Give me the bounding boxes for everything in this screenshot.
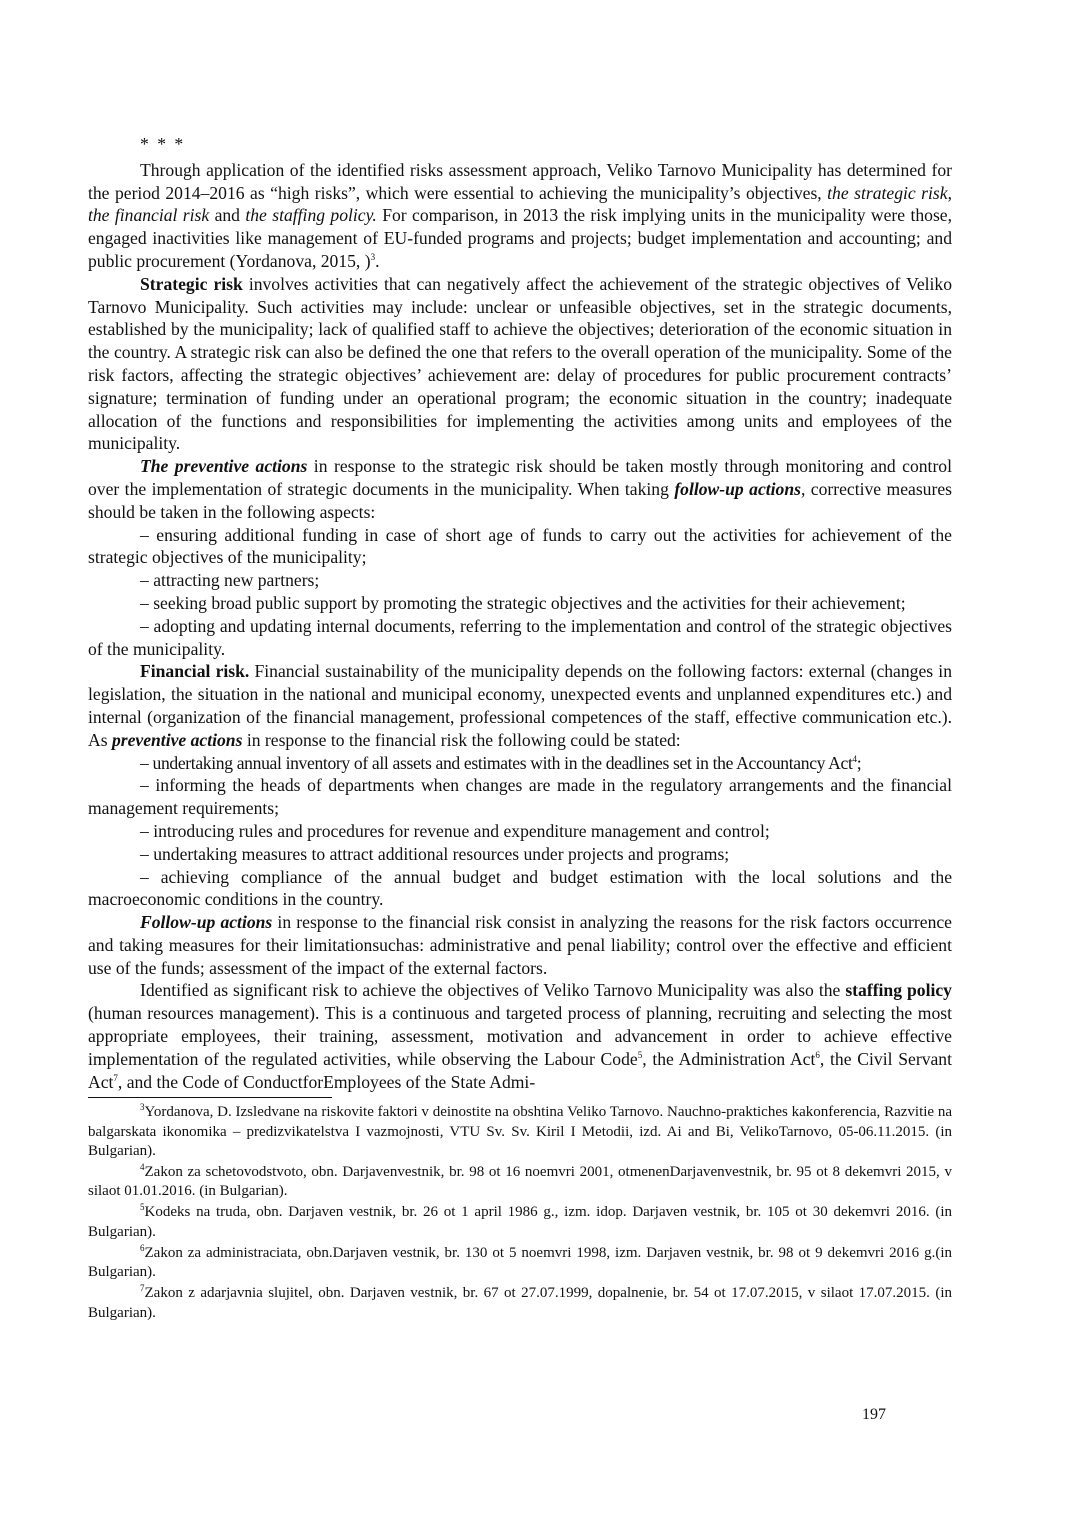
list-item: – seeking broad public support by promoting the strategic objectives and the activities for their achievement;: [140, 592, 906, 613]
paragraph-financial-risk: Financial risk. Financial sustainability of the municipality depends on the following factors: external (changes in legislation, the situation in the national and municipal economy, unexpected events and unplanned expenditures etc.) and internal (organization of the financial management, professional competences of the staff, effective communication etc.). As preventive actions in response to the financial risk the following could be stated:: [88, 661, 952, 750]
list-item: – informing the heads of departments when changes are made in the regulatory arrangements and the financial management requirements;: [88, 775, 952, 819]
list-item: – attracting new partners;: [140, 570, 320, 591]
paragraph-staffing-policy: Identified as significant risk to achieve the objectives of Veliko Tarnovo Municipality was also the staffing policy (human resources management). This is a continuous and targeted process of planning, recruiting and selecting the most appropriate employees, their training, assessment, motivation and advancement in order to achieve effective implementation of the regulated activities, while observing the Labour Code$^5$, the Administration Act$^6$, the Civil Servant Act$^7$, and the Code of ConductforEmployees of the State Admi-: [88, 980, 952, 1092]
list-item: – ensuring additional funding in case of short age of funds to carry out the activities for achievement of the strategic objectives of the municipality;: [88, 524, 952, 568]
paragraph-preventive-actions: The preventive actions in response to the strategic risk should be taken mostly through monitoring and control over the implementation of strategic documents in the municipality. When taking follow-up actions, corrective measures should be taken in the following aspects:: [88, 456, 952, 522]
list-item: – achieving compliance of the annual budget and budget estimation with the local solutions and the macroeconomic conditions in the country.: [88, 866, 952, 910]
footnote: $^5$Kodeks na truda, obn. Darjaven vestnik, br. 26 ot 1 april 1986 g., izm. idop. Darjaven vestnik, br. 105 ot 30 dekemvri 2016. (in Bulgarian).: [88, 1202, 952, 1240]
paragraph-follow-up-actions: Follow-up actions in response to the financial risk consist in analyzing the reasons for the risk factors occurrence and taking measures for their limitationsuchas: administrative and penal liability; control over the effective and efficient use of the funds; assessment of the impact of the external factors.: [88, 912, 952, 978]
list-item: – undertaking annual inventory of all assets and estimates with in the deadlines set in the Accountancy Act$^4$;: [140, 752, 862, 773]
section-separator: * * *: [140, 134, 186, 154]
heading-strategic-risk: Strategic risk: [140, 273, 243, 294]
page-number: 197: [862, 1406, 886, 1423]
footnote: $^6$Zakon za administraciata, obn.Darjaven vestnik, br. 130 ot 5 noemvri 1998, izm. Darjaven vestnik, br. 98 ot 9 dekemvri 2016 g.(in Bulgarian).: [88, 1242, 952, 1281]
footnote: $^7$Zakon z adarjavnia slujitel, obn. Darjaven vestnik, br. 67 ot 27.07.1999, dopalnenie, br. 54 ot 17.07.2015, v silaot 17.07.2015. (in Bulgarian).: [88, 1283, 952, 1321]
list-item: – introducing rules and procedures for revenue and expenditure management and control;: [140, 820, 770, 841]
paragraph-intro: Through application of the identified risks assessment approach, Veliko Tarnovo Municipality has determined for the period 2014–2016 as “high risks”, which were essential to achieving the municipality’s objectives, the strategic risk, the financial risk and the staffing policy. For comparison, in 2013 the risk implying units in the municipality were those, engaged inactivities like management of EU-funded programs and projects; budget implementation and accounting; and public procurement (Yordanova, 2015, )$^3$.: [88, 159, 953, 271]
footnote-divider: [88, 1097, 332, 1098]
list-item: – adopting and updating internal documents, referring to the implementation and control of the strategic objectives of the municipality.: [88, 615, 952, 659]
footnote: $^4$Zakon za schetovodstvoto, obn. Darjavenvestnik, br. 98 ot 16 noemvri 2001, otmenenDarjavenvestnik, br. 95 ot 8 dekemvri 2015, v silaot 01.01.2016. (in Bulgarian).: [88, 1162, 952, 1200]
document-page: [88, 133, 952, 1325]
footnote-ref-4: 4: [852, 753, 857, 764]
list-item: – undertaking measures to attract additional resources under projects and programs;: [140, 843, 730, 864]
heading-financial-risk: Financial risk.: [140, 661, 250, 682]
heading-staffing-policy: staffing policy: [845, 980, 952, 1001]
footnote: $^3$Yordanova, D. Izsledvane na riskovite faktori v deinostite na obshtina Veliko Tarnovo. Nauchno-praktiches kakonferencia, Razvitie na balgarskata ikonomika – predizvikatelstva I vazmojnosti, VTU Sv. Sv. Kiril I Metodii, izd. Ai and Bi, VelikoTarnovo, 05-06.11.2015. (in Bulgarian).: [88, 1102, 952, 1159]
paragraph-strategic-risk: Strategic risk involves activities that can negatively affect the achievement of the strategic objectives of Veliko Tarnovo Municipality. Such activities may include: unclear or unfeasible objectives, set in the strategic documents, established by the municipality; lack of qualified staff to achieve the objectives; deterioration of the economic situation in the country. A strategic risk can also be defined the one that refers to the overall operation of the municipality. Some of the risk factors, affecting the strategic objectives’ achievement are: delay of procedures for public procurement contracts’ signature; termination of funding under an operational program; the economic situation in the country; inadequate allocation of the functions and responsibilities for implementing the activities among units and employees of the municipality.: [88, 273, 952, 454]
footnote-ref-3: 3: [370, 252, 376, 263]
